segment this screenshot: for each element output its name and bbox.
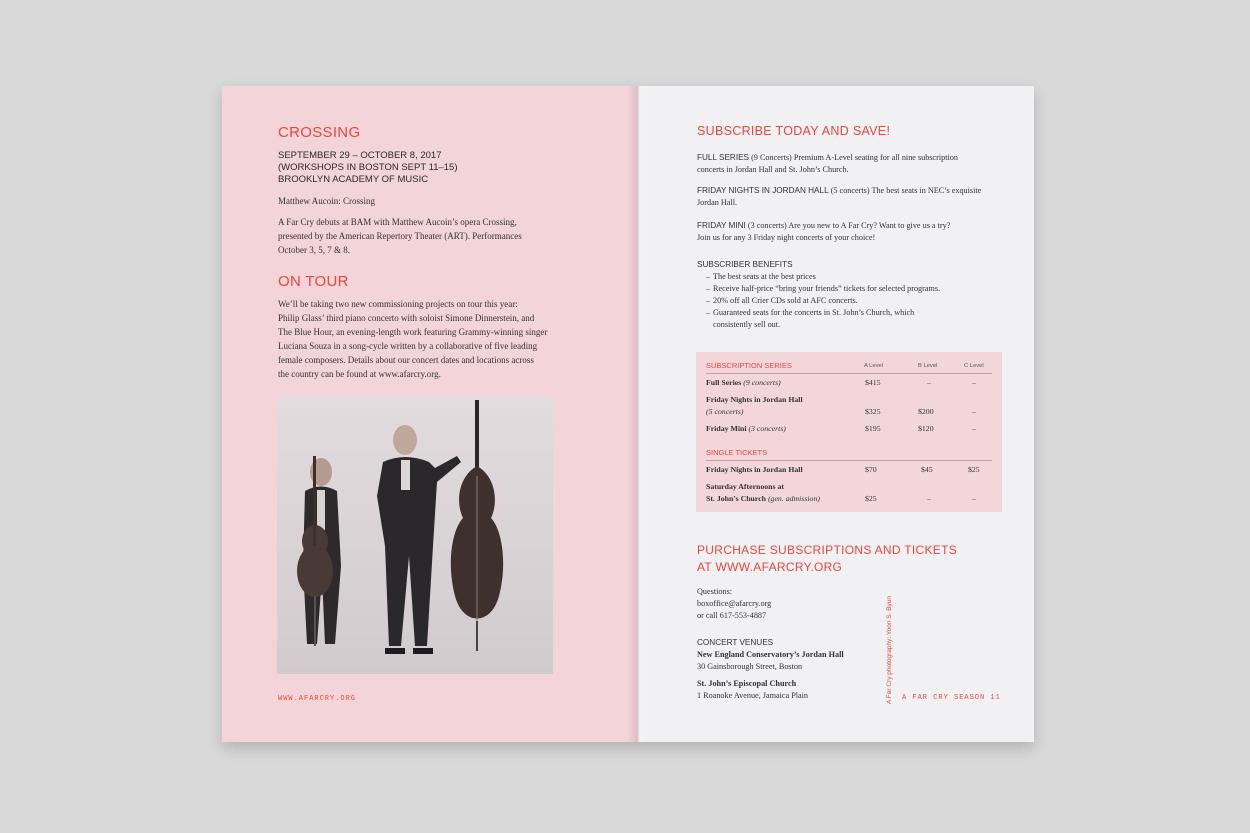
venues-title: CONCERT VENUES — [697, 638, 774, 647]
price-a: $195 — [865, 424, 881, 433]
table-rule — [706, 460, 992, 461]
friday-mini-label: FRIDAY MINI — [697, 221, 746, 230]
col-a-header: A Level — [864, 363, 884, 369]
body-line: Luciana Souza in a song-cycle written by a collaborative of five leading — [278, 341, 538, 351]
photo-credit: A Far Cry photography: Yoon S. Byun — [886, 595, 893, 704]
booklet-spread — [222, 86, 1034, 742]
full-series-desc — [697, 152, 1017, 176]
body-line: presented by the American Repertory Theater (ART). Performances — [278, 231, 522, 241]
table-row — [706, 494, 820, 503]
row-note: (gen. admission) — [766, 494, 820, 503]
venue-1 — [697, 649, 844, 673]
row-note: (5 concerts) — [706, 407, 744, 416]
table-row — [706, 378, 781, 387]
crossing-body — [278, 215, 522, 257]
purchase-url[interactable]: AT WWW.AFARCRY.ORG — [697, 560, 843, 574]
body-line: October 3, 5, 7 & 8. — [278, 245, 350, 255]
price-a: $415 — [865, 378, 881, 387]
row-name: St. John’s Church — [706, 494, 767, 503]
benefits-title: SUBSCRIBER BENEFITS — [697, 260, 793, 269]
phone-text: or call 617-553-4887 — [697, 611, 767, 620]
crossing-subtitle: Matthew Aucoin: Crossing — [278, 196, 375, 206]
pricing-table — [696, 352, 1002, 512]
price-c: – — [972, 424, 976, 433]
table-rule — [706, 373, 992, 374]
price-c: – — [972, 407, 976, 416]
row-name: Full Series — [706, 378, 742, 387]
tour-body — [278, 297, 547, 381]
friday-nights-desc — [697, 185, 1017, 209]
crossing-dates — [278, 150, 458, 186]
price-b: $200 — [918, 407, 934, 416]
price-a: $325 — [865, 407, 881, 416]
body-line: The Blue Hour, an evening-length work featuring Grammy-winning singer — [278, 327, 548, 337]
benefit-cont: consistently sell out. — [713, 320, 781, 329]
venue-address: 30 Gainsborough Street, Boston — [697, 662, 803, 671]
venue-name: St. John’s Episcopal Church — [697, 679, 797, 688]
price-a: $25 — [865, 494, 877, 503]
price-c: – — [972, 494, 976, 503]
left-page — [222, 86, 638, 742]
venue-address: 1 Roanoke Avenue, Jamaica Plain — [697, 691, 809, 700]
desc-text: Jordan Hall. — [697, 198, 738, 207]
col-b-header: B Level — [918, 363, 938, 369]
questions-label: Questions: — [697, 587, 733, 596]
single-tickets-header: SINGLE TICKETS — [706, 448, 768, 457]
body-line: We’ll be taking two new commissioning projects on tour this year: — [278, 299, 518, 309]
questions-block — [697, 586, 771, 622]
friday-nights-label: FRIDAY NIGHTS IN JORDAN HALL — [697, 186, 829, 195]
benefit-item: – The best seats at the best prices — [697, 271, 1017, 283]
benefit-item: – Receive half-price “bring your friends” tickets for selected programs. — [697, 283, 1017, 295]
right-footer-season: A FAR CRY SEASON 11 — [902, 694, 1001, 702]
benefits-list — [697, 271, 1017, 331]
row-name: Saturday Afternoons at — [706, 482, 784, 491]
venue-2 — [697, 678, 808, 702]
row-name: Friday Mini — [706, 424, 747, 433]
desc-text: concerts in Jordan Hall and St. John’s Church. — [697, 165, 849, 174]
row-note: (3 concerts) — [746, 424, 786, 433]
crossing-title: CROSSING — [278, 124, 361, 141]
right-page — [638, 86, 1034, 742]
body-line: female composers. Details about our concert dates and locations across — [278, 355, 534, 365]
body-line: A Far Cry debuts at BAM with Matthew Aucoin’s opera Crossing, — [278, 217, 517, 227]
purchase-title — [697, 542, 957, 576]
venue-name: New England Conservatory’s Jordan Hall — [697, 650, 844, 659]
price-c: $25 — [968, 465, 980, 474]
price-c: – — [972, 378, 976, 387]
price-b: – — [927, 378, 931, 387]
benefit-item: – 20% off all Crier CDs sold at AFC concerts. — [697, 295, 1017, 307]
email-link[interactable]: boxoffice@afarcry.org — [697, 599, 772, 608]
purchase-line: PURCHASE SUBSCRIPTIONS AND TICKETS — [697, 543, 958, 557]
tour-title: ON TOUR — [278, 273, 349, 290]
price-b: $45 — [921, 465, 933, 474]
desc-text: (5 concerts) The best seats in NEC’s exquisite — [828, 186, 982, 195]
crossing-date-line: (WORKSHOPS IN BOSTON SEPT 11–15) — [278, 162, 458, 173]
crossing-date-line: BROOKLYN ACADEMY OF MUSIC — [278, 174, 429, 185]
musicians-photo — [277, 396, 553, 674]
row-note: (9 concerts) — [741, 378, 781, 387]
desc-text: (9 Concerts) Premium A-Level seating for all nine subscription — [749, 153, 958, 162]
body-line: Philip Glass’ third piano concerto with soloist Simone Dinnerstein, and — [278, 313, 535, 323]
benefit-item: – Guaranteed seats for the concerts in St. John’s Church, which — [697, 307, 1017, 319]
body-line: the country can be found at www.afarcry.org. — [278, 369, 441, 379]
col-c-header: C Level — [964, 363, 984, 369]
subscription-series-header: SUBSCRIPTION SERIES — [706, 361, 792, 370]
desc-text: Join us for any 3 Friday night concerts of your choice! — [697, 233, 876, 242]
crossing-date-line: SEPTEMBER 29 – OCTOBER 8, 2017 — [278, 150, 442, 161]
desc-text: (3 concerts) Are you new to A Far Cry? Want to give us a try? — [745, 221, 951, 230]
row-name: Friday Nights in Jordan Hall — [706, 395, 803, 404]
price-a: $70 — [865, 465, 877, 474]
price-b: $120 — [918, 424, 934, 433]
left-footer-url: WWW.AFARCRY.ORG — [278, 695, 357, 703]
table-row — [706, 424, 786, 433]
subscribe-title: SUBSCRIBE TODAY AND SAVE! — [697, 124, 891, 138]
row-name: Friday Nights in Jordan Hall — [706, 465, 803, 474]
full-series-label: FULL SERIES — [697, 153, 750, 162]
friday-mini-desc — [697, 220, 1017, 244]
price-b: – — [927, 494, 931, 503]
